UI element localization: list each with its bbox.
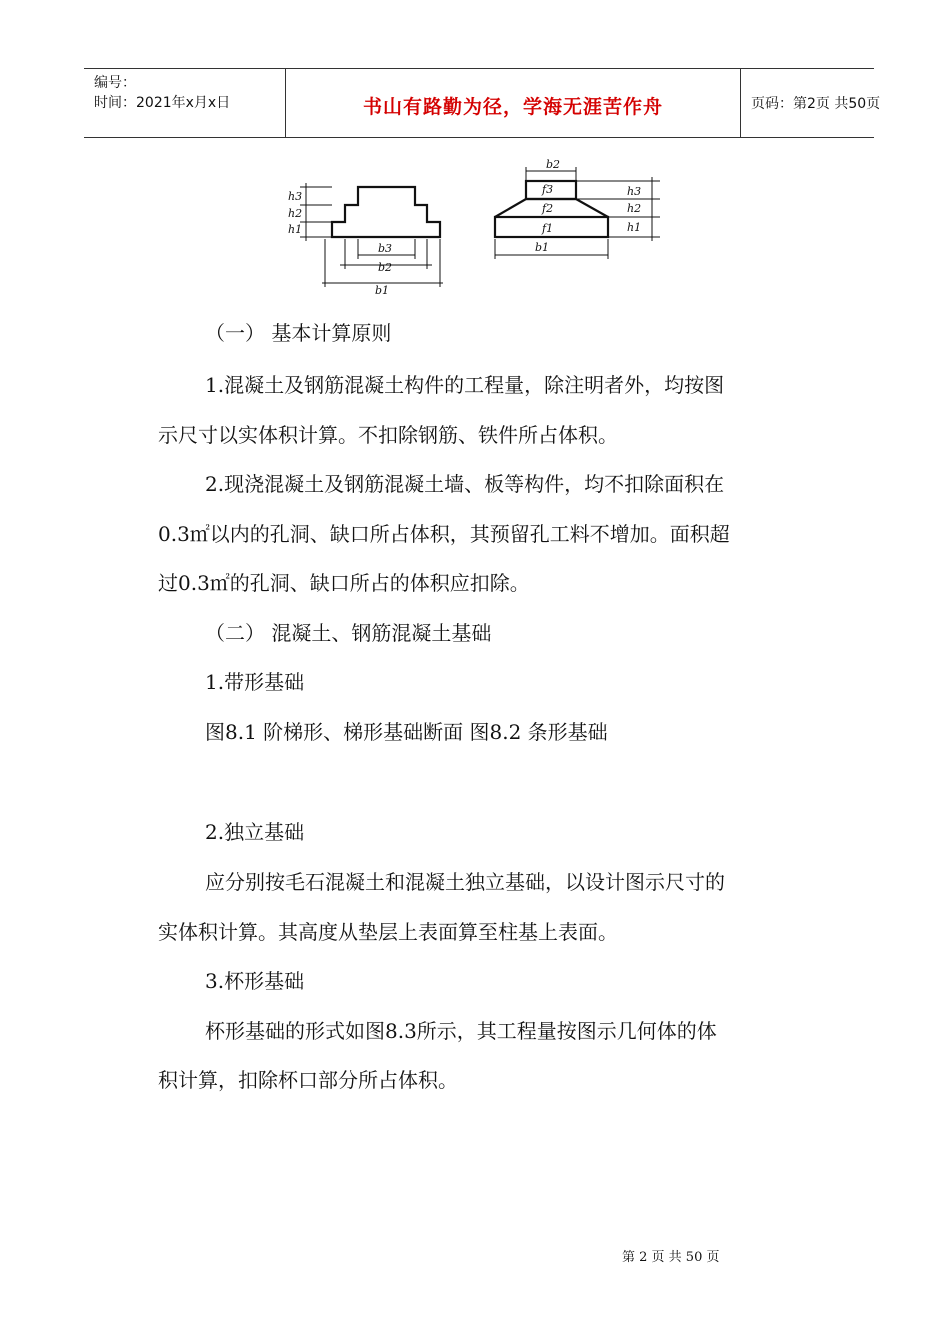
left-dimension-lines [300, 183, 443, 287]
header-motto-cell [286, 69, 741, 137]
figure-caption: 图8.1 阶梯形、梯形基础断面 图8.2 条形基础 [205, 720, 608, 744]
label-h2-right: h2 [627, 202, 642, 215]
label-f3-right: f3 [542, 183, 554, 196]
header-page-cell [741, 69, 881, 137]
para4-line1: 杯形基础的形式如图8.3所示，其工程量按图示几何体的体 [205, 1019, 717, 1043]
stepped-foundation [332, 187, 440, 237]
document-header [84, 68, 881, 138]
label-f1-right: f1 [542, 222, 554, 235]
header-meta-cell [84, 69, 286, 137]
page-footer: 第 2 页 共 50 页 [622, 1250, 720, 1265]
label-h3-left: h3 [288, 190, 303, 203]
label-f2-right: f2 [542, 202, 554, 215]
foundation-figure [270, 155, 670, 304]
label-b1-left: b1 [375, 284, 390, 297]
para2-line2: 0.3㎡以内的孔洞、缺口所占体积，其预留孔工料不增加。面积超 [158, 522, 730, 546]
foundation-section-diagram [270, 155, 670, 300]
section1-title: （一） 基本计算原则 [205, 321, 392, 345]
label-h2-left: h2 [288, 207, 303, 220]
para4-line2: 积计算，扣除杯口部分所占体积。 [158, 1068, 458, 1092]
para3-line1: 应分别按毛石混凝土和混凝土独立基础，以设计图示尺寸的 [205, 870, 725, 894]
para2-line1: 2.现浇混凝土及钢筋混凝土墙、板等构件，均不扣除面积在 [205, 472, 725, 496]
header-motto: 书山有路勤为径，学海无涯苦作舟 [362, 96, 663, 118]
item1-heading: 1.带形基础 [205, 670, 305, 694]
para1-line2: 示尺寸以实体积计算。不扣除钢筋、铁件所占体积。 [158, 423, 618, 447]
left-dimension-labels [288, 190, 392, 297]
label-h3-right: h3 [627, 185, 642, 198]
section2-title: （二） 混凝土、钢筋混凝土基础 [205, 621, 492, 645]
para2-line3: 过0.3㎡的孔洞、缺口所占的体积应扣除。 [158, 571, 530, 595]
serial-label: 编号： [94, 75, 136, 91]
para1-line1: 1.混凝土及钢筋混凝土构件的工程量，除注明者外，均按图 [205, 373, 725, 397]
para3-line2: 实体积计算。其高度从垫层上表面算至柱基上表面。 [158, 920, 618, 944]
label-h1-right: h1 [627, 221, 642, 234]
label-b2-left: b2 [378, 261, 393, 274]
header-page-info: 页码：第2页 共50页 [751, 96, 881, 112]
item2-heading: 2.独立基础 [205, 820, 305, 844]
item3-heading: 3.杯形基础 [205, 969, 305, 993]
label-b1-right: b1 [535, 241, 550, 254]
label-h1-left: h1 [288, 223, 303, 236]
label-b3-left: b3 [378, 242, 393, 255]
label-b2-right: b2 [546, 158, 561, 171]
time-label: 时间：2021年x月x日 [94, 95, 231, 111]
